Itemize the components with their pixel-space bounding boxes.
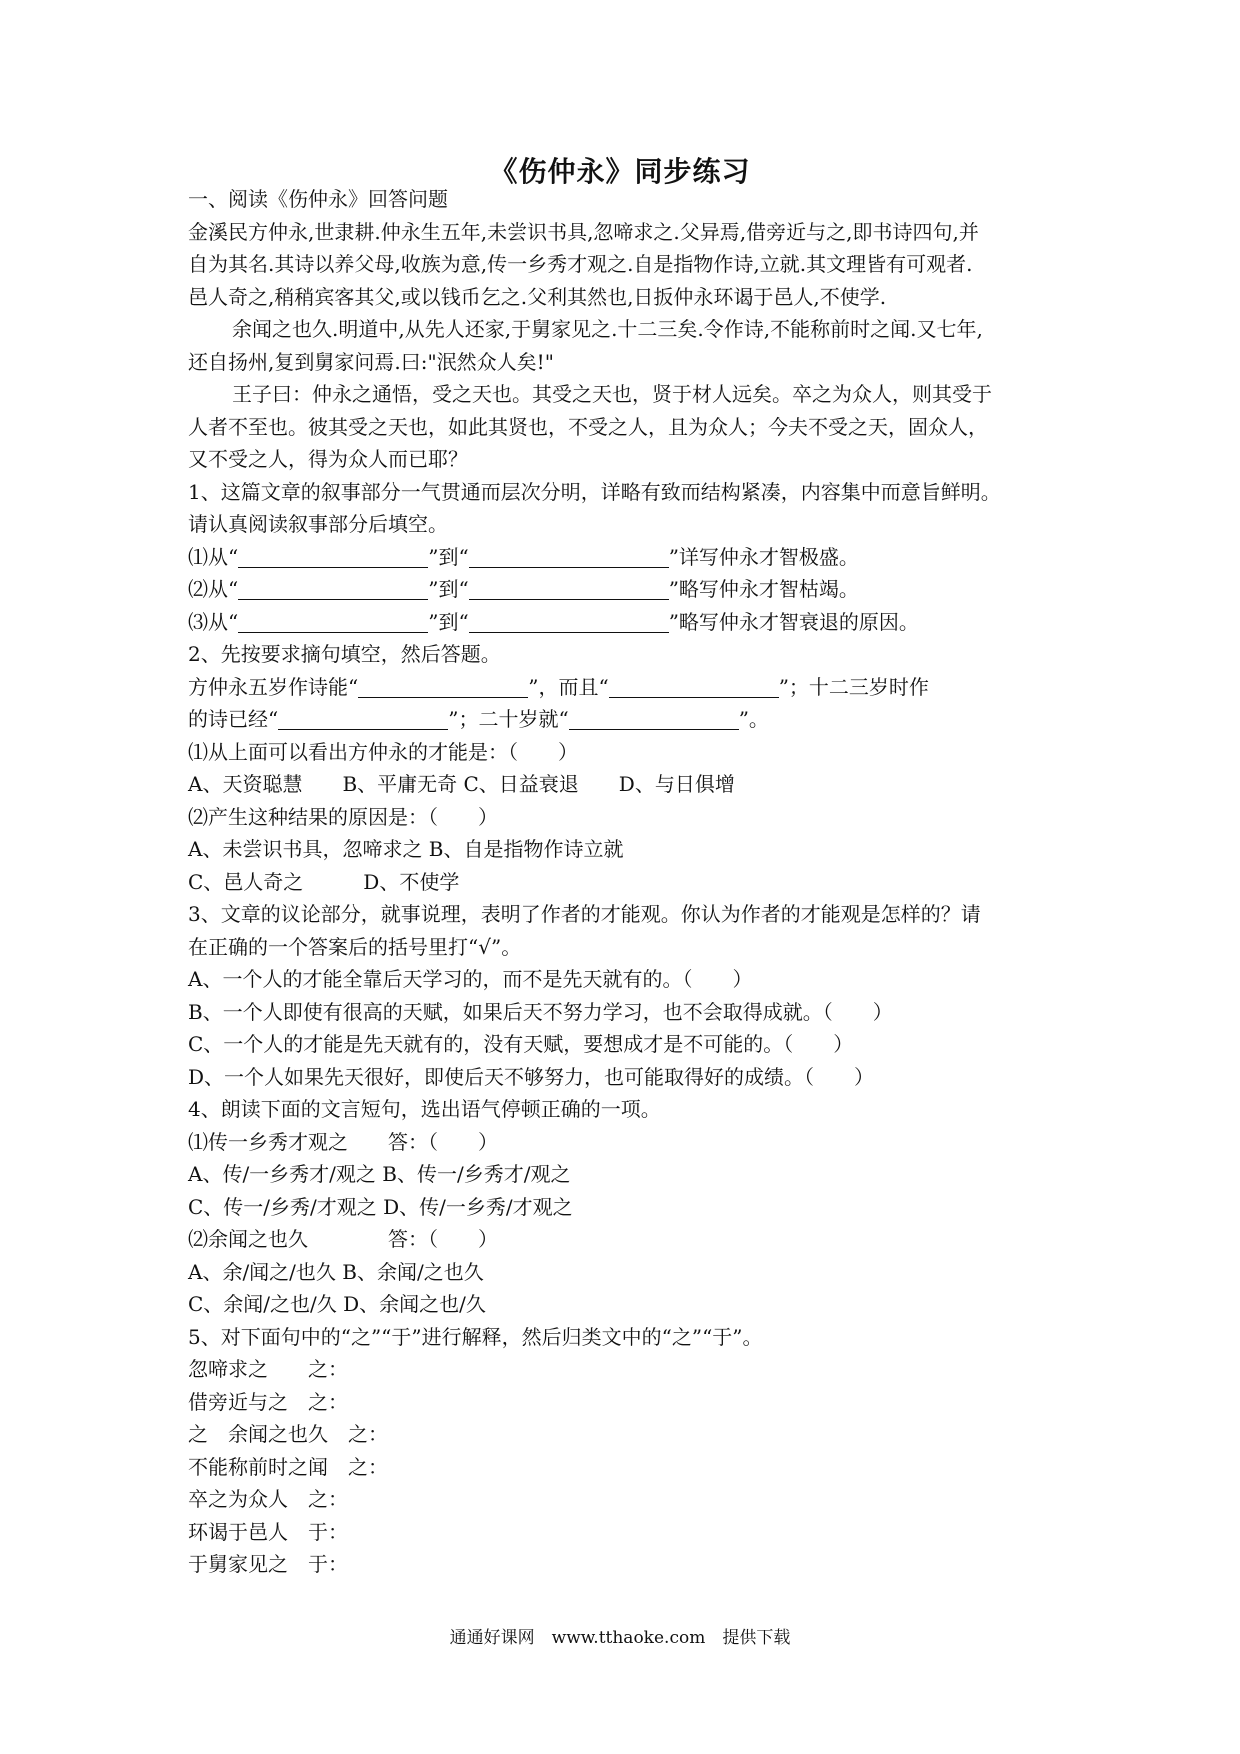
explain-line: 借旁近与之 之： (188, 1389, 348, 1414)
sub-question: ⑴从上面可以看出方仲永的才能是：（ ） (188, 739, 578, 764)
answer-blank[interactable] (469, 549, 669, 568)
question-stem: 5、对下面句中的“之”“于”进行解释，然后归类文中的“之”“于”。 (188, 1324, 763, 1349)
passage-line: 邑人奇之,稍稍宾客其父,或以钱币乞之.父利其然也,日扳仲永环谒于邑人,不使学. (188, 284, 887, 309)
option-line: D、一个人如果先天很好，即使后天不够努力，也可能取得好的成绩。（ ） (188, 1064, 875, 1089)
document-body (188, 183, 1060, 1581)
question-stem: 3、文章的议论部分，就事说理，表明了作者的才能观。你认为作者的才能观是怎样的？请 (188, 902, 981, 926)
fill-label: ”，而且“ (528, 674, 609, 699)
sub-question: ⑵产生这种结果的原因是：（ ） (188, 804, 498, 829)
fill-label: ”到“ (428, 609, 469, 634)
passage-line: 金溪民方仲永,世隶耕.仲永生五年,未尝识书具,忽啼求之.父异焉,借旁近与之,即书诗四句,并 (188, 219, 979, 244)
option-line: A、一个人的才能全靠后天学习的，而不是先天就有的。（ ） (188, 967, 753, 991)
fill-label: ”。 (738, 707, 769, 731)
option-line: A、余/闻之/也久 B、余闻/之也久 (188, 1259, 484, 1284)
answer-blank[interactable] (469, 581, 669, 600)
fill-item (188, 541, 1060, 574)
passage-line: 自为其名.其诗以养父母,收族为意,传一乡秀才观之.自是指物作诗,立就.其文理皆有可观者. (188, 252, 973, 276)
option-line: C、传一/乡秀/才观之 D、传/一乡秀/才观之 (188, 1194, 573, 1219)
fill-item (188, 573, 1060, 606)
option-line: C、一个人的才能是先天就有的，没有天赋，要想成才是不可能的。（ ） (188, 1032, 854, 1056)
fill-label: ”；十二三岁时作 (778, 674, 929, 699)
fill-label: ⑵从“ (188, 577, 239, 601)
option-line: A、未尝识书具，忽啼求之 B、自是指物作诗立就 (188, 837, 624, 861)
fill-label: ⑴从“ (188, 544, 239, 569)
question-stem: 4、朗读下面的文言短句，选出语气停顿正确的一项。 (188, 1097, 661, 1121)
fill-label: ”到“ (428, 577, 469, 601)
passage-line: 还自扬州,复到舅家问焉.曰:"泯然众人矣!" (188, 349, 554, 374)
fill-item (188, 671, 1060, 704)
section-heading: 一、阅读《伤仲永》回答问题 (188, 187, 448, 211)
option-line: C、余闻/之也/久 D、余闻之也/久 (188, 1292, 486, 1316)
fill-label: ”；二十岁就“ (448, 707, 569, 731)
passage-line: 又不受之人，得为众人而已耶？ (188, 447, 468, 471)
fill-label: 的诗已经“ (188, 707, 279, 731)
passage-line: 人者不至也。彼其受之天也，如此其贤也，不受之人，且为众人；今夫不受之天，固众人， (188, 414, 988, 439)
passage-line: 余闻之也久.明道中,从先人还家,于舅家见之.十二三矣.令作诗,不能称前时之闻.又七年, (232, 317, 983, 341)
passage-line: 王子曰：仲永之通悟，受之天也。其受之天也，贤于材人远矣。卒之为众人，则其受于 (232, 382, 992, 406)
option-line: A、天资聪慧 B、平庸无奇 C、日益衰退 D、与日俱增 (188, 772, 735, 796)
explain-line: 环谒于邑人 于： (188, 1519, 348, 1544)
question-stem: 请认真阅读叙事部分后填空。 (188, 512, 448, 536)
fill-label: ”略写仲永才智枯竭。 (668, 577, 859, 601)
fill-item (188, 703, 1060, 736)
fill-label: ”略写仲永才智衰退的原因。 (668, 609, 919, 634)
page-footer: 通通好课网 www.tthaoke.com 提供下载 (449, 1628, 791, 1648)
page-title: 《伤仲永》同步练习 (489, 155, 751, 188)
fill-label: ”详写仲永才智极盛。 (668, 544, 859, 569)
question-stem: 1、这篇文章的叙事部分一气贯通而层次分明，详略有致而结构紧凑，内容集中而意旨鲜明。 (188, 479, 1001, 504)
sub-question: ⑵余闻之也久 答：（ ） (188, 1227, 498, 1251)
option-line: A、传/一乡秀才/观之 B、传一/乡秀才/观之 (188, 1162, 571, 1186)
fill-label: ”到“ (428, 544, 469, 569)
explain-line: 于舅家见之 于： (188, 1552, 348, 1576)
sub-question: ⑴传一乡秀才观之 答：（ ） (188, 1129, 498, 1154)
answer-blank[interactable] (469, 614, 669, 633)
explain-line: 不能称前时之闻 之： (188, 1454, 388, 1479)
explain-line: 卒之为众人 之： (188, 1487, 348, 1511)
explain-line: 之 余闻之也久 之： (188, 1422, 388, 1446)
option-line: C、邑人奇之 D、不使学 (188, 869, 460, 894)
explain-line: 忽啼求之 之： (188, 1357, 348, 1381)
answer-blank[interactable] (238, 614, 428, 633)
question-stem: 2、先按要求摘句填空，然后答题。 (188, 642, 501, 666)
answer-blank[interactable] (609, 679, 779, 698)
fill-label: 方仲永五岁作诗能“ (188, 674, 359, 699)
answer-blank[interactable] (238, 549, 428, 568)
answer-blank[interactable] (358, 679, 528, 698)
answer-blank[interactable] (569, 711, 739, 730)
fill-item (188, 606, 1060, 639)
option-line: B、一个人即使有很高的天赋，如果后天不努力学习，也不会取得成就。（ ） (188, 999, 893, 1024)
answer-blank[interactable] (278, 711, 448, 730)
fill-label: ⑶从“ (188, 609, 239, 634)
answer-blank[interactable] (238, 581, 428, 600)
question-stem: 在正确的一个答案后的括号里打“√”。 (188, 934, 522, 959)
